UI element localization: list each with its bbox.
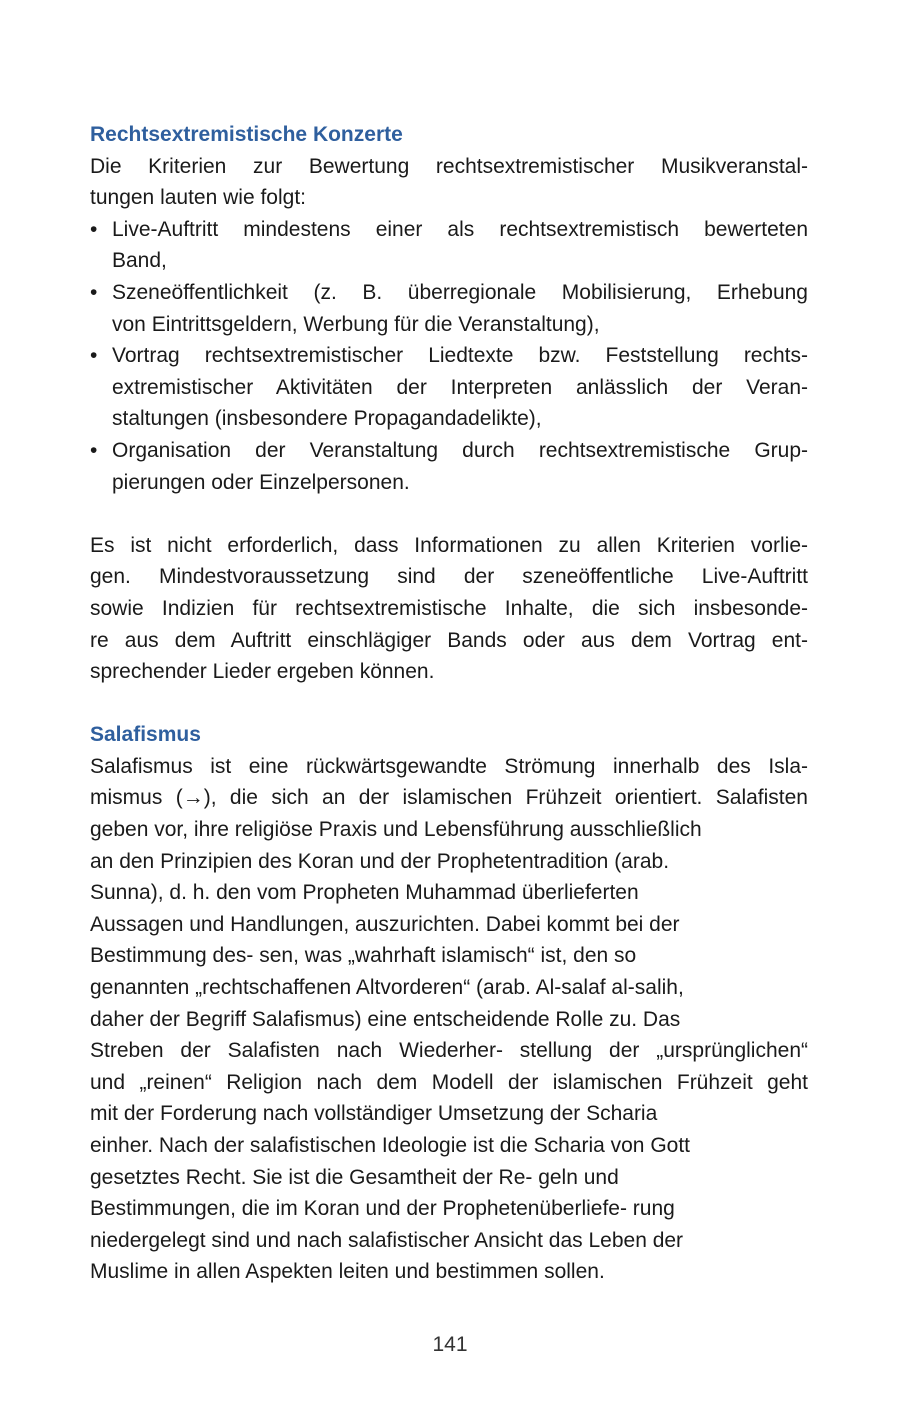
list-item-cont: [90, 372, 808, 404]
text-line: mit der Forderung nach vollständiger Umsetzung der Scharia: [90, 1102, 658, 1126]
text-line: einher. Nach der salafistischen Ideologie ist die Scharia von Gott: [90, 1134, 691, 1157]
page-body: [90, 119, 808, 1288]
bullet-icon: •: [90, 217, 98, 241]
bullet-icon: •: [90, 344, 98, 368]
list-item-text: Organisation der Veranstaltung durch rechtsextremistische Grup-: [112, 438, 808, 462]
text-line: genannten „rechtschaffenen Altvorderen“ (arab. Al-salaf al-salih,: [90, 976, 684, 1000]
text-line: tungen lauten wie folgt:: [90, 186, 306, 210]
section-heading-konzerte: Rechtsextremistische Konzerte: [90, 123, 403, 146]
text-line: Bestimmungen, die im Koran und der Prophetenüberliefe- rung: [90, 1197, 675, 1221]
list-item-text: staltungen (insbesondere Propagandadelikte),: [112, 407, 542, 431]
text-line: Bestimmung des- sen, was „wahrhaft islamisch“ ist, den so: [90, 944, 637, 968]
list-item-text: Band,: [112, 249, 167, 273]
bullet-icon: •: [90, 438, 98, 462]
list-item-cont: [90, 309, 808, 341]
paragraph-criteria-note: [90, 530, 808, 688]
text-line: daher der Begriff Salafismus) eine entscheidende Rolle zu. Das: [90, 1007, 681, 1031]
bullet-icon: •: [90, 280, 98, 304]
list-item: [90, 277, 808, 309]
list-item-text: extremistischer Aktivitäten der Interpreten anlässlich der Veran-: [112, 375, 808, 399]
text-line: Sunna), d. h. den vom Propheten Muhammad überlieferten: [90, 881, 639, 905]
criteria-list: [90, 214, 808, 498]
text-line: gesetztes Recht. Sie ist die Gesamtheit der Re- geln und: [90, 1165, 619, 1189]
list-item-cont: [90, 403, 808, 435]
list-item: [90, 340, 808, 372]
text-line: sprechender Lieder ergeben können.: [90, 660, 435, 684]
list-item: [90, 214, 808, 246]
text-line: und „reinen“ Religion nach dem Modell der islamischen Frühzeit geht: [90, 1070, 808, 1094]
text-line: sowie Indizien für rechtsextremistische Inhalte, die sich insbesonde-: [90, 596, 808, 620]
section-heading-salafismus: Salafismus: [90, 723, 201, 747]
list-item-cont: [90, 245, 808, 277]
text-line: geben vor, ihre religiöse Praxis und Lebensführung ausschließlich: [90, 818, 702, 842]
text-line: mismus (→), die sich an der islamischen Frühzeit orientiert. Salafisten: [90, 786, 808, 810]
page-number: 141: [432, 1333, 468, 1356]
spacer: [90, 498, 808, 530]
list-item: [90, 435, 808, 467]
list-item-text: von Eintrittsgeldern, Werbung für die Veranstaltung),: [112, 312, 600, 336]
text-line: re aus dem Auftritt einschlägiger Bands oder aus dem Vortrag ent-: [90, 628, 808, 652]
text-line: Es ist nicht erforderlich, dass Informationen zu allen Kriterien vorlie-: [90, 533, 808, 557]
text-line: an den Prinzipien des Koran und der Prophetentradition (arab.: [90, 849, 670, 873]
paragraph-salafismus: [90, 751, 808, 1288]
text-line: Streben der Salafisten nach Wiederher- stellung der „ursprünglichen“: [90, 1039, 808, 1063]
text-line: gen. Mindestvoraussetzung sind der szeneöffentliche Live-Auftritt: [90, 565, 808, 589]
text-line: Aussagen und Handlungen, auszurichten. Dabei kommt bei der: [90, 912, 680, 936]
spacer: [90, 688, 808, 720]
text-line: Die Kriterien zur Bewertung rechtsextremistischer Musikveranstal-: [90, 154, 808, 178]
list-item-text: Szeneöffentlichkeit (z. B. überregionale Mobilisierung, Erhebung: [112, 280, 808, 304]
text-line: Salafismus ist eine rückwärtsgewandte Strömung innerhalb des Isla-: [90, 754, 808, 778]
list-item-cont: [90, 467, 808, 499]
text-line: niedergelegt sind und nach salafistischer Ansicht das Leben der: [90, 1228, 684, 1252]
text-line: Muslime in allen Aspekten leiten und bestimmen sollen.: [90, 1260, 605, 1284]
list-item-text: Live-Auftritt mindestens einer als rechtsextremistisch bewerteten: [112, 217, 808, 241]
list-item-text: pierungen oder Einzelpersonen.: [112, 470, 410, 494]
list-item-text: Vortrag rechtsextremistischer Liedtexte bzw. Feststellung rechts-: [112, 344, 808, 368]
